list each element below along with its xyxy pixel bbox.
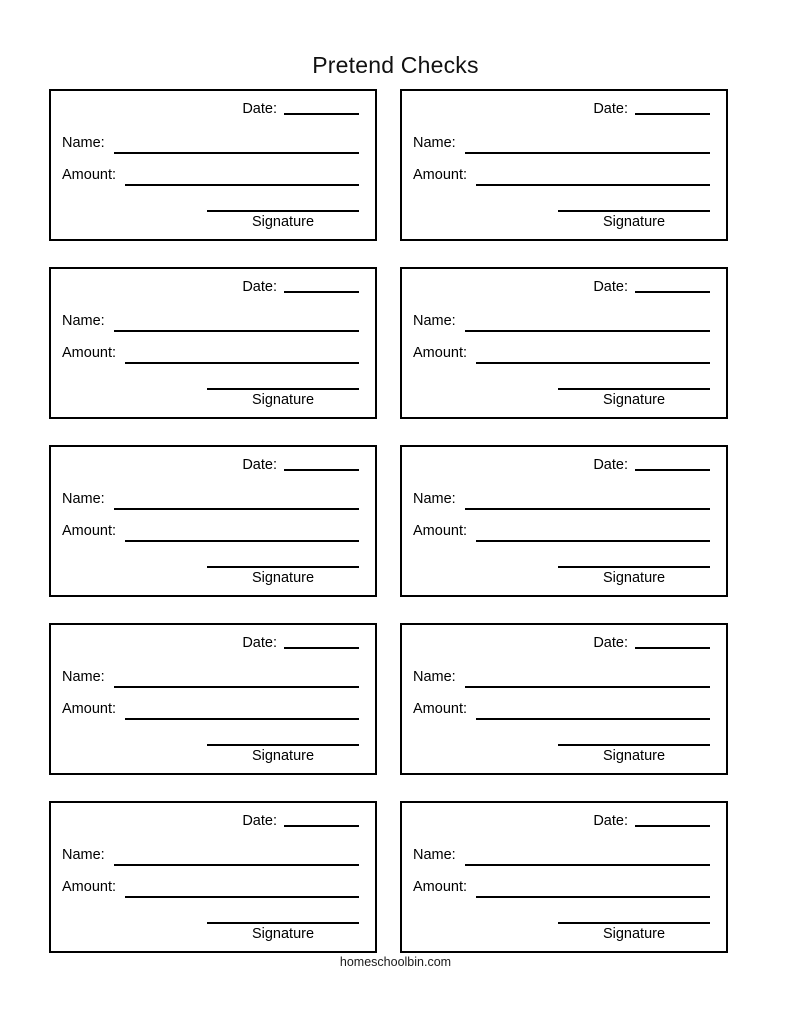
check-form bbox=[49, 445, 377, 597]
page-footer-credit: homeschoolbin.com bbox=[339, 955, 452, 969]
amount-write-in-line[interactable] bbox=[125, 540, 359, 542]
date-write-in-line[interactable] bbox=[635, 647, 710, 649]
name-field-row bbox=[62, 848, 359, 863]
check-form bbox=[400, 445, 728, 597]
date-write-in-line[interactable] bbox=[635, 113, 710, 115]
signature-block bbox=[558, 388, 710, 409]
amount-label: Amount: bbox=[62, 879, 116, 895]
date-write-in-line[interactable] bbox=[635, 825, 710, 827]
amount-label: Amount: bbox=[413, 701, 467, 717]
check-form bbox=[49, 801, 377, 953]
signature-label: Signature bbox=[602, 926, 666, 942]
amount-write-in-line[interactable] bbox=[476, 184, 710, 186]
name-field-row bbox=[62, 492, 359, 507]
date-field-row bbox=[242, 458, 359, 473]
amount-field-row bbox=[62, 702, 359, 717]
page-title: Pretend Checks bbox=[312, 52, 479, 78]
name-write-in-line[interactable] bbox=[114, 152, 359, 154]
date-label: Date: bbox=[593, 457, 628, 473]
date-write-in-line[interactable] bbox=[635, 291, 710, 293]
amount-field-row bbox=[413, 880, 710, 895]
amount-write-in-line[interactable] bbox=[476, 540, 710, 542]
name-write-in-line[interactable] bbox=[114, 330, 359, 332]
name-label: Name: bbox=[413, 491, 456, 507]
date-label: Date: bbox=[593, 813, 628, 829]
amount-label: Amount: bbox=[413, 167, 467, 183]
name-write-in-line[interactable] bbox=[114, 686, 359, 688]
date-label: Date: bbox=[593, 101, 628, 117]
amount-field-row bbox=[413, 524, 710, 539]
check-form bbox=[400, 801, 728, 953]
name-label: Name: bbox=[62, 847, 105, 863]
date-field-row bbox=[593, 102, 710, 117]
check-form bbox=[400, 267, 728, 419]
signature-label: Signature bbox=[251, 748, 315, 764]
date-label: Date: bbox=[593, 279, 628, 295]
amount-field-row bbox=[62, 346, 359, 361]
signature-block bbox=[207, 744, 359, 765]
signature-label: Signature bbox=[251, 570, 315, 586]
name-label: Name: bbox=[62, 669, 105, 685]
signature-block bbox=[207, 388, 359, 409]
amount-field-row bbox=[413, 168, 710, 183]
name-label: Name: bbox=[413, 669, 456, 685]
signature-label: Signature bbox=[251, 214, 315, 230]
name-write-in-line[interactable] bbox=[465, 864, 710, 866]
amount-write-in-line[interactable] bbox=[476, 896, 710, 898]
signature-label: Signature bbox=[602, 748, 666, 764]
check-form bbox=[49, 623, 377, 775]
amount-field-row bbox=[413, 702, 710, 717]
signature-block bbox=[558, 566, 710, 587]
date-write-in-line[interactable] bbox=[284, 825, 359, 827]
name-label: Name: bbox=[413, 847, 456, 863]
name-field-row bbox=[413, 492, 710, 507]
date-field-row bbox=[242, 102, 359, 117]
signature-label: Signature bbox=[251, 926, 315, 942]
amount-label: Amount: bbox=[413, 345, 467, 361]
signature-block bbox=[207, 566, 359, 587]
name-label: Name: bbox=[62, 135, 105, 151]
signature-label: Signature bbox=[251, 392, 315, 408]
date-write-in-line[interactable] bbox=[284, 113, 359, 115]
name-label: Name: bbox=[62, 491, 105, 507]
date-label: Date: bbox=[242, 635, 277, 651]
check-grid bbox=[49, 89, 728, 953]
date-write-in-line[interactable] bbox=[284, 469, 359, 471]
name-field-row bbox=[413, 848, 710, 863]
amount-field-row bbox=[62, 524, 359, 539]
signature-block bbox=[558, 744, 710, 765]
check-form bbox=[400, 89, 728, 241]
name-write-in-line[interactable] bbox=[465, 686, 710, 688]
check-form bbox=[49, 267, 377, 419]
signature-label: Signature bbox=[602, 214, 666, 230]
amount-label: Amount: bbox=[62, 345, 116, 361]
date-field-row bbox=[593, 280, 710, 295]
date-write-in-line[interactable] bbox=[284, 647, 359, 649]
name-field-row bbox=[62, 314, 359, 329]
date-label: Date: bbox=[242, 279, 277, 295]
name-label: Name: bbox=[413, 135, 456, 151]
amount-write-in-line[interactable] bbox=[125, 718, 359, 720]
signature-label: Signature bbox=[602, 570, 666, 586]
amount-write-in-line[interactable] bbox=[125, 184, 359, 186]
name-write-in-line[interactable] bbox=[465, 330, 710, 332]
amount-label: Amount: bbox=[413, 523, 467, 539]
name-field-row bbox=[413, 314, 710, 329]
name-field-row bbox=[62, 670, 359, 685]
name-write-in-line[interactable] bbox=[114, 508, 359, 510]
date-label: Date: bbox=[242, 457, 277, 473]
name-write-in-line[interactable] bbox=[114, 864, 359, 866]
date-label: Date: bbox=[242, 101, 277, 117]
signature-block bbox=[207, 922, 359, 943]
amount-write-in-line[interactable] bbox=[125, 362, 359, 364]
amount-label: Amount: bbox=[413, 879, 467, 895]
date-field-row bbox=[242, 814, 359, 829]
amount-write-in-line[interactable] bbox=[125, 896, 359, 898]
amount-field-row bbox=[62, 880, 359, 895]
date-field-row bbox=[593, 814, 710, 829]
name-write-in-line[interactable] bbox=[465, 152, 710, 154]
name-write-in-line[interactable] bbox=[465, 508, 710, 510]
signature-block bbox=[207, 210, 359, 231]
date-write-in-line[interactable] bbox=[635, 469, 710, 471]
date-field-row bbox=[242, 280, 359, 295]
name-field-row bbox=[62, 136, 359, 151]
amount-write-in-line[interactable] bbox=[476, 362, 710, 364]
amount-field-row bbox=[413, 346, 710, 361]
amount-write-in-line[interactable] bbox=[476, 718, 710, 720]
date-field-row bbox=[593, 458, 710, 473]
name-label: Name: bbox=[62, 313, 105, 329]
name-label: Name: bbox=[413, 313, 456, 329]
date-label: Date: bbox=[242, 813, 277, 829]
amount-label: Amount: bbox=[62, 523, 116, 539]
signature-block bbox=[558, 922, 710, 943]
amount-label: Amount: bbox=[62, 167, 116, 183]
name-field-row bbox=[413, 136, 710, 151]
date-field-row bbox=[593, 636, 710, 651]
amount-label: Amount: bbox=[62, 701, 116, 717]
check-form bbox=[49, 89, 377, 241]
amount-field-row bbox=[62, 168, 359, 183]
date-write-in-line[interactable] bbox=[284, 291, 359, 293]
date-field-row bbox=[242, 636, 359, 651]
date-label: Date: bbox=[593, 635, 628, 651]
name-field-row bbox=[413, 670, 710, 685]
signature-label: Signature bbox=[602, 392, 666, 408]
check-form bbox=[400, 623, 728, 775]
signature-block bbox=[558, 210, 710, 231]
